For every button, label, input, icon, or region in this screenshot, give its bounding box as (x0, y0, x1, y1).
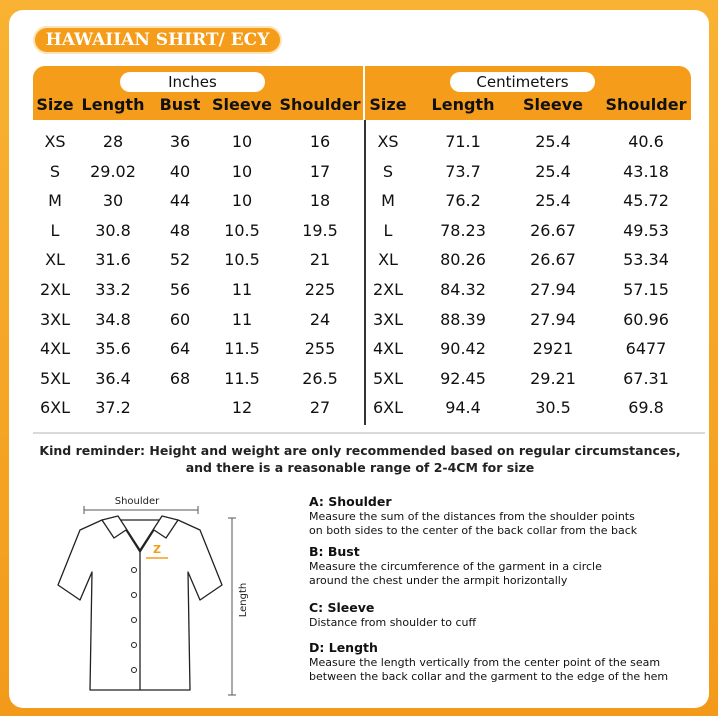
inch-cell: 56 (169, 280, 191, 299)
inch-cell: 48 (169, 221, 191, 240)
inch-cell: 35.6 (95, 339, 131, 358)
definition-item (309, 600, 704, 630)
inch-cell: 26.5 (302, 369, 338, 388)
shirt-diagram (40, 490, 280, 700)
cm-cell: 25.4 (535, 132, 571, 151)
inch-cell: 12 (231, 398, 253, 417)
cm-cell: 25.4 (535, 191, 571, 210)
cm-header-shoulder: Shoulder (605, 95, 687, 114)
kind-reminder (30, 442, 690, 476)
definition-text: Measure the length vertically from the center point of the seam (309, 656, 661, 669)
section-divider (33, 432, 705, 434)
inch-cell: 2XL (39, 280, 71, 299)
definition-title: C: Sleeve (309, 600, 375, 615)
inch-cell: 64 (169, 339, 191, 358)
cm-cell: 69.8 (628, 398, 664, 417)
inch-cell: 44 (169, 191, 191, 210)
definition-item (309, 544, 704, 588)
cm-cell: 29.21 (530, 369, 576, 388)
inch-cell: 24 (309, 310, 331, 329)
cm-cell: L (383, 221, 393, 240)
inch-cell: 10.5 (224, 221, 260, 240)
inch-cell: M (48, 191, 62, 210)
definition-text: Distance from shoulder to cuff (309, 616, 477, 629)
inch-cell: 10 (231, 191, 253, 210)
definition-text: between the back collar and the garment to the edge of the hem (309, 670, 669, 683)
definition-title: D: Length (309, 640, 378, 655)
shoulder-label: Shoulder (114, 496, 160, 507)
inch-header-size: Size (36, 95, 74, 114)
inch-cell: 11.5 (224, 369, 260, 388)
brand-logo: Z (153, 543, 161, 556)
definition-item (309, 494, 704, 538)
inch-cell: 6XL (39, 398, 71, 417)
cm-cell: 26.67 (530, 221, 576, 240)
cm-cell: 30.5 (535, 398, 571, 417)
cm-cell: 2XL (372, 280, 404, 299)
inch-header-shoulder: Shoulder (279, 95, 361, 114)
cm-header-size: Size (369, 95, 407, 114)
cm-cell: 43.18 (623, 162, 669, 181)
inch-cell: 21 (309, 250, 331, 269)
inch-header-bust: Bust (159, 95, 201, 114)
inch-cell: XL (45, 250, 65, 269)
cm-cell: M (381, 191, 395, 210)
inch-cell: 16 (309, 132, 331, 151)
inch-cell: 225 (304, 280, 336, 299)
inch-cell: 11.5 (224, 339, 260, 358)
definition-item (309, 640, 704, 684)
cm-header-length: Length (431, 95, 495, 114)
inch-cell: 33.2 (95, 280, 131, 299)
inch-cell: 30.8 (95, 221, 131, 240)
inch-cell: S (49, 162, 61, 181)
reminder-line-2: and there is a reasonable range of 2-4CM for size (185, 460, 535, 475)
cm-cell: 26.67 (530, 250, 576, 269)
cm-cell: 45.72 (623, 191, 669, 210)
cm-cell: 60.96 (623, 310, 669, 329)
cm-cell: 88.39 (440, 310, 486, 329)
table-divider (364, 120, 366, 425)
cm-cell: 73.7 (445, 162, 481, 181)
cm-cell: 27.94 (530, 280, 576, 299)
cm-cell: 2921 (532, 339, 574, 358)
cm-cell: XL (378, 250, 398, 269)
cm-cell: 78.23 (440, 221, 486, 240)
inch-cell: 28 (102, 132, 124, 151)
centimeters-label: Centimeters (450, 72, 595, 92)
cm-cell: 6XL (372, 398, 404, 417)
cm-cell: 90.42 (440, 339, 486, 358)
inch-cell: 29.02 (90, 162, 136, 181)
inch-cell: 255 (304, 339, 336, 358)
cm-cell: 84.32 (440, 280, 486, 299)
inch-cell: 10.5 (224, 250, 260, 269)
definition-text: Measure the circumference of the garment in a circle (309, 560, 602, 573)
inch-cell: 36.4 (95, 369, 131, 388)
inch-cell: 5XL (39, 369, 71, 388)
inch-cell: L (50, 221, 60, 240)
inch-cell: 40 (169, 162, 191, 181)
definition-title: B: Bust (309, 544, 360, 559)
definition-text: Measure the sum of the distances from the shoulder points (309, 510, 635, 523)
inch-cell: 31.6 (95, 250, 131, 269)
inch-cell: 30 (102, 191, 124, 210)
cm-cell: 57.15 (623, 280, 669, 299)
cm-cell: 25.4 (535, 162, 571, 181)
cm-cell: 71.1 (445, 132, 481, 151)
cm-cell: 49.53 (623, 221, 669, 240)
inch-header-sleeve: Sleeve (212, 95, 272, 114)
reminder-line-1: Kind reminder: Height and weight are only recommended based on regular circumstances, (39, 443, 681, 458)
inch-cell: 68 (169, 369, 191, 388)
inch-cell (157, 398, 203, 418)
inch-cell: 11 (231, 280, 253, 299)
measurement-definitions (309, 494, 704, 684)
inch-cell: 4XL (39, 339, 71, 358)
cm-cell: 4XL (372, 339, 404, 358)
cm-cell: 94.4 (445, 398, 481, 417)
inch-cell: 10 (231, 132, 253, 151)
inch-cell: 11 (231, 310, 253, 329)
cm-cell: 27.94 (530, 310, 576, 329)
cm-cell: 67.31 (623, 369, 669, 388)
cm-cell: 6477 (625, 339, 667, 358)
inch-cell: 19.5 (302, 221, 338, 240)
inch-cell: 36 (169, 132, 191, 151)
inch-cell: 27 (309, 398, 331, 417)
cm-cell: 3XL (372, 310, 404, 329)
inch-cell: 52 (169, 250, 191, 269)
definition-title: A: Shoulder (309, 494, 392, 509)
inch-cell: 37.2 (95, 398, 131, 417)
cm-cell: 53.34 (623, 250, 669, 269)
cm-cell: 80.26 (440, 250, 486, 269)
inch-header-length: Length (81, 95, 145, 114)
inch-cell: 10 (231, 162, 253, 181)
definition-text: around the chest under the armpit horizontally (309, 574, 568, 587)
cm-cell: 5XL (372, 369, 404, 388)
inch-cell: 17 (309, 162, 331, 181)
cm-cell: XS (377, 132, 399, 151)
definition-text: on both sides to the center of the back collar from the back (309, 524, 638, 537)
cm-cell: 40.6 (628, 132, 664, 151)
inches-label: Inches (120, 72, 265, 92)
cm-header-sleeve: Sleeve (523, 95, 583, 114)
inch-cell: 18 (309, 191, 331, 210)
inch-cell: XS (44, 132, 66, 151)
inch-cell: 34.8 (95, 310, 131, 329)
chart-title: HAWAIIAN SHIRT/ ECY (33, 26, 282, 54)
cm-cell: 92.45 (440, 369, 486, 388)
cm-cell: S (382, 162, 394, 181)
length-label: Length (238, 582, 249, 618)
inch-cell: 60 (169, 310, 191, 329)
inch-cell: 3XL (39, 310, 71, 329)
cm-cell: 76.2 (445, 191, 481, 210)
